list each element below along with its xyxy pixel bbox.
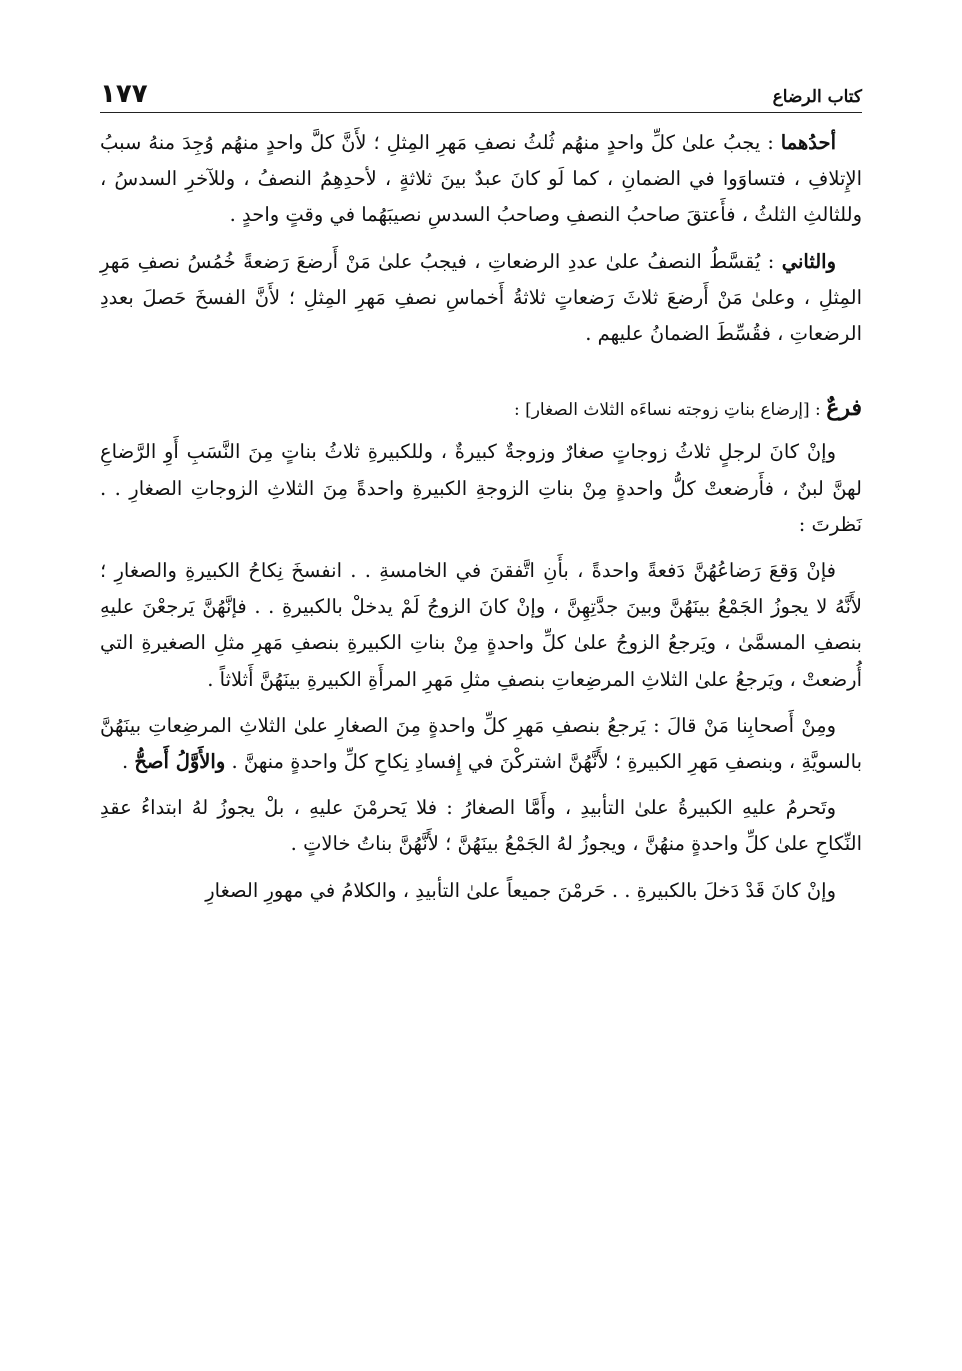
- branch-heading: [100, 390, 862, 428]
- branch-paragraph: [100, 434, 862, 543]
- paragraph-text: وإنْ كانَ لرجلٍ ثلاثُ زوجاتٍ صغارٌ وزوجةٌ كبيرةٌ ، وللكبيرةِ ثلاثُ بناتٍ مِنَ النَّسَبِ أَوِ الرَّضاعِ لهنَّ لبنٌ ، فأَرضعتْ كلُّ واحدةٍ مِنْ بناتِ الزوجةِ الكبيرةِ واحدةً مِنَ الثلاثِ الزوجاتِ الصغارِ . . نَظرتَ :: [100, 440, 862, 536]
- opinion-label-first: أحدُهما: [780, 131, 836, 154]
- running-title: كتاب الرضاع: [772, 87, 862, 107]
- paragraph-text: ومِنْ أَصحابِنا مَنْ قالَ : يَرجعُ بنصفِ مَهرِ كلِّ واحدةٍ مِنَ الصغارِ علىٰ الثلاثِ المرضِعاتِ بينَهُنَّ بالسويَّةِ ، وبنصفِ مَهرِ الكبيرةِ ؛ لأَنَّهُنَّ اشتركْنَ في إِفسادِ نِكاحِ كلِّ واحدةٍ منهنَّ .: [100, 713, 862, 774]
- preferred-opinion: والأَوَّلُ أَصحُّ: [134, 750, 226, 774]
- opinion-label-second: والثاني: [781, 249, 836, 273]
- paragraph-second-opinion: [100, 244, 862, 353]
- branch-paragraph: [100, 873, 862, 909]
- page-header: [100, 78, 862, 113]
- branch-paragraph: [100, 790, 862, 862]
- page-number: ١٧٧: [100, 79, 148, 109]
- paragraph-first-opinion: [100, 125, 862, 234]
- paragraph-text: : يُقسَّطُ النصفُ علىٰ عددِ الرضعاتِ ، فيجبُ علىٰ مَنْ أَرضعَ رَضعةً خُمُسُ نصفِ مَهرِ المِثلِ ، وعلىٰ مَنْ أَرضعَ ثلاثَ رَضعاتٍ ثلاثةُ أَخماسِ نصفِ مَهرِ المِثلِ ؛ لأَنَّ الفسخَ حَصلَ بعددِ الرضعاتِ ، فقُسِّطَ الضمانُ عليهم .: [100, 249, 862, 346]
- paragraph-text: فإنْ وَقعَ رَضاعُهُنَّ دَفعةً واحدةً ، بأَنِ اتَّفقنَ في الخامسةِ . . انفسخَ نِكاحُ الكبيرةِ والصغارِ ؛ لأَنَّهُ لا يجوزُ الجَمْعُ بينَهُنَّ وبينَ جدَّتِهِنَّ ، وإنْ كانَ الزوجُ لَمْ يدخلْ بالكبيرةِ . . فإنَّهُنَّ يَرجعْنَ عليهِ بنصفِ المسمَّىٰ ، ويَرجعُ الزوجُ علىٰ كلِّ واحدةٍ مِنْ بناتِ الكبيرةِ بنصفِ مَهرِ مثلِ الصغيرةِ التي أُرضعتْ ، ويَرجعُ علىٰ الثلاثِ المرضِعاتِ بنصفِ مثلِ مَهرِ المرأَةِ الكبيرةِ بينَهُنَّ أَثلاثاً .: [100, 559, 862, 691]
- branch-paragraph: [100, 553, 862, 698]
- paragraph-text: : يجبُ علىٰ كلِّ واحدٍ منهُم ثُلثُ نصفِ مَهرِ المِثلِ ؛ لأَنَّ كلَّ واحدٍ منهُم وُجِدَ منهُ سببُ الإِتلافِ ، فتساوَوا في الضمانِ ، كما لَو كانَ عبدٌ بينَ ثلاثةٍ ، لأحدِهِمُ النصفُ ، وللآخرِ السدسُ ، وللثالثِ الثلثُ ، فأَعتقَ صاحبُ النصفِ وصاحبُ السدسِ نصيبَهُما في وقتٍ واحدٍ .: [100, 131, 862, 227]
- branch-paragraph: [100, 708, 862, 780]
- body-text: [100, 125, 862, 919]
- branch-title: : [إرضاع بناتِ زوجته نساءَه الثلاث الصغار] :: [513, 400, 827, 421]
- paragraph-tail: .: [121, 750, 135, 774]
- branch-label: فرعٌ: [826, 395, 862, 422]
- paragraph-text: وتَحرمُ عليهِ الكبيرةُ علىٰ التأبيدِ ، وأَمَّا الصغارُ : فلا يَحرمْنَ عليهِ ، بلْ يجوزُ لهُ ابتداءُ عقدِ النِّكاحِ علىٰ كلِّ واحدةٍ منهُنَّ ، ويجوزُ لهُ الجَمْعُ بينَهُنَّ ؛ لأَنَّهُنَّ بناتُ خالاتٍ .: [100, 796, 862, 856]
- paragraph-text: وإنْ كانَ قَدْ دَخلَ بالكبيرةِ . . حَرمْنَ جميعاً علىٰ التأبيدِ ، والكلامُ في مهورِ الصغارِ: [205, 878, 836, 902]
